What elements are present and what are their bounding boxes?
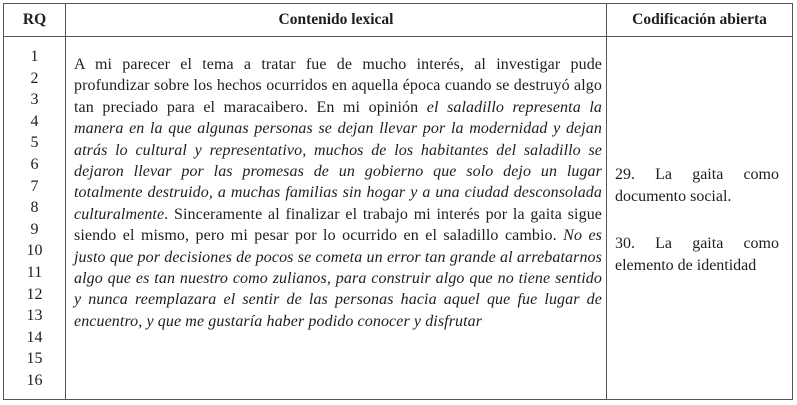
line-number: 1 xyxy=(30,48,39,65)
line-number: 13 xyxy=(26,307,43,325)
line-number: 8 xyxy=(30,199,39,217)
line-numbers xyxy=(4,46,65,392)
code-30: 30. La gaita como elemento de identidad xyxy=(615,235,779,274)
line-number: 2 xyxy=(30,69,39,87)
header-codificacion-abierta: Codificación abierta xyxy=(632,11,767,28)
column-divider xyxy=(65,4,66,399)
content-text: . Sinceramente al finalizar el trabajo mi interés por la gaita sigue siendo el mismo, pero mi pesar por lo ocurrido en el saladillo cambio. xyxy=(74,205,602,245)
content-quote-italic: No es justo que por decisiones de pocos se cometa un error tan grande al arrebatarnos algo que es tan nuestro como zulianos, para construir algo que no tiene sentido y nunca reemplazara el sentir de las personas hacia aquel que fue lugar de encuentro, y que me gustaría haber podido conocer y disfrutar xyxy=(74,227,602,330)
content-quote-italic: el saladillo representa la manera en la que algunas personas se dejan llevar por la modernidad y dejan atrás lo cultural y representativo, muchos de los habitantes del saladillo se dejaron llevar por las promesas de un gobierno que solo dejo un lugar totalmente destruido, a muchas familias sin hogar y a una ciudad desconsolada culturalmente xyxy=(74,98,602,223)
line-number: 9 xyxy=(30,220,39,238)
line-number: 11 xyxy=(26,263,43,281)
line-number: 12 xyxy=(26,285,43,303)
column-divider xyxy=(606,4,607,399)
line-number: 5 xyxy=(30,134,39,152)
coding-table xyxy=(3,3,793,400)
code-29: 29. La gaita como documento social. xyxy=(615,166,779,205)
header-contenido-lexical: Contenido lexical xyxy=(278,11,394,28)
content-text: A mi parecer el tema a tratar fue de mucho interés, al investigar pude profundizar sobre los hechos ocurridos en aquella época cuando se destruyó algo tan preciado para el maracaibero. En mi opinión xyxy=(74,56,602,116)
header-divider xyxy=(4,36,792,37)
line-number: 15 xyxy=(26,350,43,368)
lexical-content xyxy=(74,54,602,332)
line-number: 4 xyxy=(30,112,39,130)
line-number: 10 xyxy=(26,242,43,260)
line-number: 7 xyxy=(30,177,39,195)
header-rq: RQ xyxy=(22,11,47,28)
line-number: 16 xyxy=(26,371,43,389)
line-number: 3 xyxy=(30,91,39,109)
line-number: 14 xyxy=(26,328,43,346)
line-number: 6 xyxy=(30,155,39,173)
